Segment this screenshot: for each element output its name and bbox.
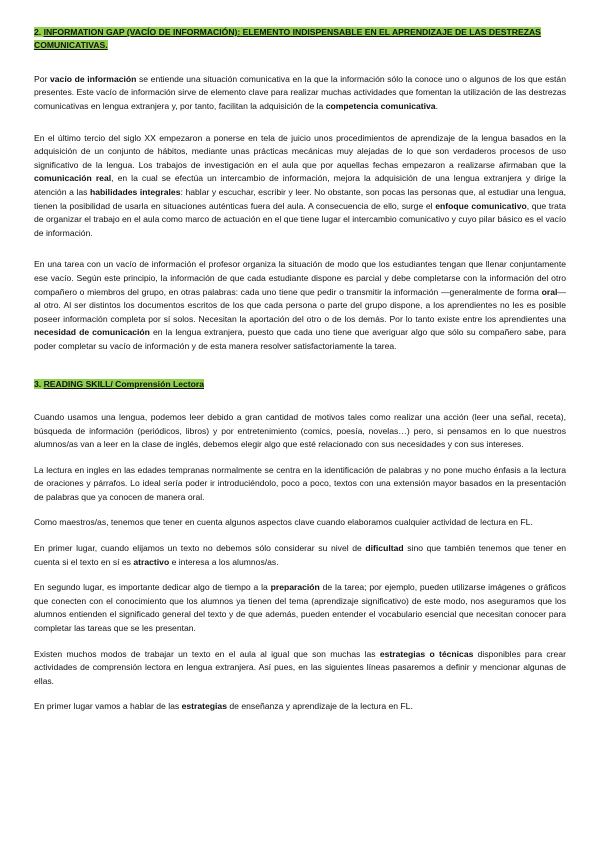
text-run: . (435, 101, 438, 111)
text-run: sino que también tenemos que tener en cuenta si el texto en sí es (34, 543, 567, 567)
bold-term: preparación (270, 582, 320, 593)
section-2-heading-highlight (34, 27, 541, 50)
section-3-paragraph-2: La lectura en ingles en las edades tempranas normalmente se centra en la identificación de palabras y no pone mucho énfasis a la lectura de oraciones y párrafos. Lo ideal sería poder ir introduciéndolo, poco a poco, textos con una extensión mayor basados en la presentación de palabras que ya conocen de manera oral. (34, 464, 566, 502)
bold-term: comunicación real (34, 173, 112, 184)
text-run: En el último tercio del siglo XX empezaron a ponerse en tela de juicio unos procedimientos de aprendizaje de la lengua basados en la adquisición de un conjunto de hábitos, mediante unas prácticas mecánicas muy alejadas de lo que son verdaderos procesos de uso significativo de la lengua. Los trabajos de investigación en el aula que por aquellas fechas empezaron a realizarse afirmaban que la (34, 132, 566, 170)
section-3-title: READING SKILL/ Comprensión Lectora (43, 378, 204, 389)
bold-term: estrategias o técnicas (379, 648, 474, 659)
text-run: en la lengua extranjera, puesto que cada uno tiene que averiguar algo que sólo su compañero sabe, para poder completar su vacío de información y de esta manera resolver satisfactoriamente la tarea. (34, 327, 566, 351)
section-2-heading (34, 26, 566, 53)
text-run: En primer lugar vamos a hablar de las (34, 701, 182, 712)
bold-term: necesidad de comunicación (34, 327, 150, 338)
section-3-paragraph-4 (34, 542, 566, 569)
section-spacer (34, 354, 566, 378)
text-run: , en la cual se efectúa un intercambio de información, mejora la adquisición de una lengua extranjera y dirige la atención a las (34, 173, 566, 197)
text-run: En una tarea con un vacío de información el profesor organiza la situación de modo que los estudiantes tengan que llenar conjuntamente ese vacío. Según este principio, la información de que cada estudiante dispone es parcial y debe completarse con la información del otro compañero o miembros del grupo, en otras palabras: cada uno tiene que pedir o transmitir la información —generalmente de forma (34, 259, 566, 297)
text-run: — al otro. Al ser distintos los documentos escritos de los que cada persona o parte del grupo dispone, a los aprendientes no les es posible poseer información completa por sí solos. Necesitan la aportación del otro o de los demás. Por lo tanto existe entre los aprendientes una (34, 286, 566, 324)
document-body (34, 26, 566, 714)
section-3-paragraph-6 (34, 648, 566, 689)
bold-term: estrategias (181, 701, 227, 712)
section-2-paragraph-3 (34, 258, 566, 353)
text-run: disponibles para crear actividades de comprensión lectora en lengua extranjera. Así pues, en las siguientes líneas pasaremos a definir y mencionar algunas de ellas. (34, 648, 566, 686)
bold-term: dificultad (365, 543, 404, 554)
text-run: , que trata de organizar el trabajo en el aula como marco de actuación en el que tiene lugar el intercambio comunicativo y cuyo pilar básico es el vacío de información. (34, 200, 566, 238)
bold-term: oral (541, 286, 558, 297)
text-run: e interesa a los alumnos/as. (169, 556, 279, 567)
text-run: Existen muchos modos de trabajar un texto en el aula al igual que son muchas las (34, 648, 380, 659)
bold-term: vacío de información (49, 73, 137, 84)
text-run: de la tarea; por ejemplo, pueden utilizarse imágenes o gráficos que conecten con el conocimiento que los alumnos ya tienen del tema (aprendizaje significativo) de este modo, nos aseguramos que los alumnos entienden el significado general del texto y de que además, pueden entender el vocabulario esencial que necesitan conocer para completar las tareas que se les presentan. (34, 582, 566, 634)
section-3-heading-highlight (34, 379, 204, 389)
section-2-number: 2. (34, 27, 44, 37)
section-3-number: 3. (34, 378, 44, 389)
text-run: En segundo lugar, es importante dedicar algo de tiempo a la (34, 582, 271, 593)
bold-term: atractivo (133, 556, 170, 567)
section-3-paragraph-1: Cuando usamos una lengua, podemos leer debido a gran cantidad de motivos tales como realizar una acción (leer una señal, receta), búsqueda de información (periódicos, libros) y por entretenimiento (comics, poesía, novelas…) pero, si pensamos en lo que nuestros alumnos/as van a leer en la clase de inglés, debemos elegir algo que esté relacionado con sus necesidades y con sus intereses. (34, 411, 566, 450)
section-3-paragraph-7 (34, 700, 566, 714)
section-2-paragraph-1 (34, 73, 566, 114)
section-2-title: INFORMATION GAP (VACÍO DE INFORMACIÓN): ELEMENTO INDISPENSABLE EN EL APRENDIZAJE DE LAS DESTREZAS COMUNICATIVAS. (34, 27, 541, 51)
text-run: : hablar y escuchar, escribir y leer. No obstante, son pocas las personas que, al estudiar una lengua, tienen la posibilidad de usarla en situaciones auténticas fuera del aula. A consecuencia de ello, surge el (34, 186, 567, 211)
bold-term: enfoque comunicativo (435, 200, 527, 211)
text-run: En primer lugar, cuando elijamos un texto no debemos sólo considerar su nivel de (34, 543, 366, 554)
bold-term: competencia comunicativa (325, 101, 436, 111)
text-run: de enseñanza y aprendizaje de la lectura en FL. (227, 701, 413, 712)
text-run: se entiende una situación comunicativa en la que la información sólo la conoce uno o algunos de los que están presentes. Este vacío de información sirve de elemento clave para realizar muchas actividades que fomentan la utilización de las destrezas comunicativas en lengua extranjera y, por tanto, facilitan la adquisición de la (34, 73, 566, 111)
section-3-paragraph-3: Como maestros/as, tenemos que tener en cuenta algunos aspectos clave cuando elaboramos cualquier actividad de lectura en FL. (34, 517, 533, 528)
section-3-heading (34, 378, 566, 391)
section-3-paragraph-5 (34, 581, 566, 635)
bold-term: habilidades integrales (90, 186, 181, 197)
section-2-paragraph-2 (34, 132, 566, 241)
text-run: Por (34, 73, 50, 84)
